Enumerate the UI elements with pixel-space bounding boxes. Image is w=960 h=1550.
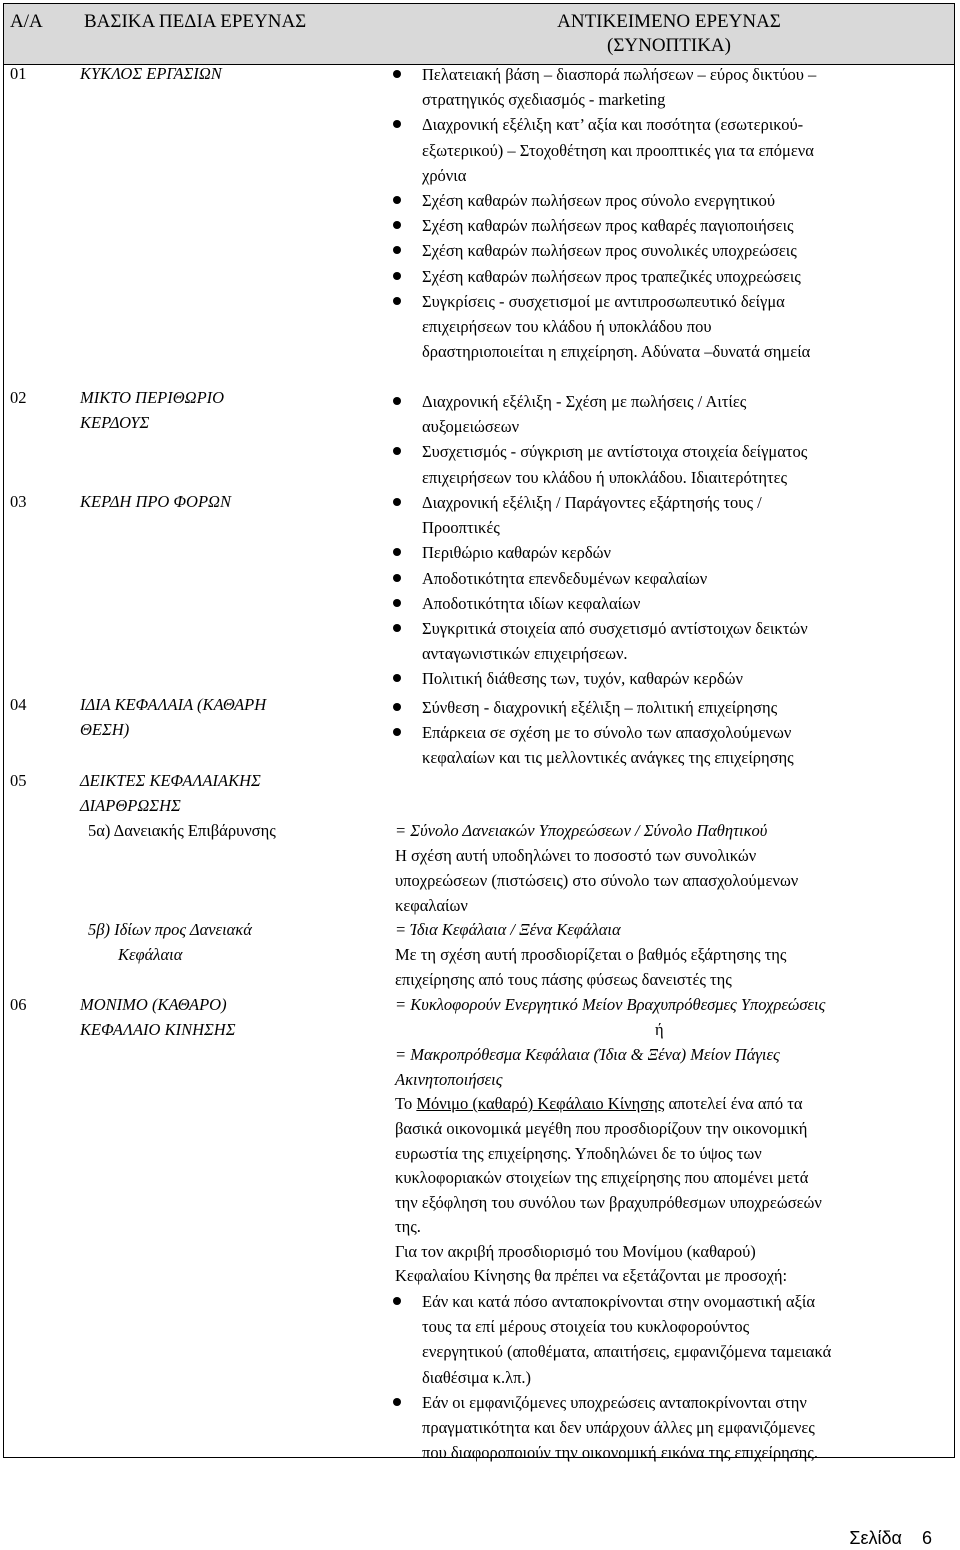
list-item-line: Σύνθεση - διαχρονική εξέλιξη – πολιτική επιχείρησης [422, 698, 778, 717]
list-item-line: πραγματικότητα και δεν υπάρχουν άλλες μη εμφανιζόμενες [422, 1418, 815, 1438]
row-05-title-line2: ΔΙΑΡΘΡΩΣΗΣ [80, 796, 181, 815]
row-06-formula-1: = Κυκλοφορούν Ενεργητικό Μείον Βραχυπρόθεσμες Υποχρεώσεις [395, 995, 826, 1014]
list-item [390, 490, 808, 540]
row-06-para1-link: Μόνιμο (καθαρό) Κεφάλαιο Κίνησης [416, 1094, 665, 1113]
row-04-list [390, 695, 794, 771]
list-item-line: Εάν και κατά πόσο ανταποκρίνονται στην ονομαστική αξία [422, 1292, 816, 1311]
list-item [390, 389, 807, 439]
header-subject [384, 4, 954, 64]
list-item [390, 188, 816, 213]
list-item-line: Συσχετισμός - σύγκριση με αντίστοιχα στοιχεία δείγματος [422, 442, 808, 462]
row-04-title-line2: ΘΕΣΗ) [80, 720, 130, 739]
row-06-formula-2-line1: = Μακροπρόθεσμα Κεφάλαια (Ίδια & Ξένα) Μείον Πάγιες [395, 1045, 780, 1064]
list-item-line: Επάρκεια σε σχέση με το σύνολο των απασχολούμενων [422, 723, 792, 743]
row-06-para2-line1: Για τον ακριβή προσδιορισμό του Μονίμου (καθαρού) [395, 1242, 756, 1261]
list-item-line: τους τα επί μέρους στοιχεία του κυκλοφορούντος [422, 1317, 750, 1337]
list-item-line: Διαχρονική εξέλιξη / Παράγοντες εξάρτησής τους / [422, 493, 762, 512]
list-item [390, 591, 808, 616]
list-item [390, 439, 807, 489]
row-01-title: ΚΥΚΛΟΣ ΕΡΓΑΣΙΩΝ [80, 64, 222, 83]
row-06-para2-line2: Κεφαλαίου Κίνησης θα πρέπει να εξετάζονται με προσοχή: [395, 1266, 788, 1285]
list-item-line: Συγκρίσεις - συσχετισμοί με αντιπροσωπευτικό δείγμα [422, 291, 785, 311]
list-item-line: Αποδοτικότητα ιδίων κεφαλαίων [422, 593, 641, 613]
row-05b-label-line1: 5β) Ιδίων προς Δανειακά [88, 920, 252, 939]
list-item-line: στρατηγικός σχεδιασμός - marketing [422, 90, 666, 110]
row-05a-text-1: Η σχέση αυτή υποδηλώνει το ποσοστό των συνολικών [395, 846, 757, 865]
list-item-line: Αποδοτικότητα επενδεδυμένων κεφαλαίων [422, 568, 708, 588]
row-06-title-line1: ΜΟΝΙΜΟ (ΚΑΘΑΡΟ) [80, 995, 227, 1014]
row-06-para1-line5: την εξόφληση του συνόλου των βραχυπρόθεσμων υποχρεώσεών [395, 1193, 822, 1212]
list-item-line: Σχέση καθαρών πωλήσεων προς συνολικές υποχρεώσεις [422, 241, 797, 261]
row-02-number: 02 [10, 388, 27, 407]
header-fields: ΒΑΣΙΚΑ ΠΕΔΙΑ ΕΡΕΥΝΑΣ [84, 11, 307, 32]
row-05b-text-2: επιχείρησης από τους πάσης φύσεως δανειστές της [395, 970, 732, 989]
list-item-line: επιχειρήσεων του κλάδου ή υποκλάδου. Ιδιαιτερότητες [422, 467, 788, 487]
row-05a-label: 5α) Δανειακής Επιβάρυνσης [88, 821, 276, 840]
list-item-line: επιχειρήσεων του κλάδου ή υποκλάδου που [422, 317, 712, 337]
list-item-line: Σχέση καθαρών πωλήσεων προς καθαρές παγιοποιήσεις [422, 216, 794, 236]
footer-label: Σελίδα [849, 1528, 902, 1548]
row-06-list [390, 1289, 831, 1465]
list-item-line: Σχέση καθαρών πωλήσεων προς τραπεζικές υποχρεώσεις [422, 266, 801, 286]
list-item-line: ενεργητικού (αποθέματα, απαιτήσεις, εμφανιζόμενα ταμειακά [422, 1342, 832, 1362]
header-aa: Α/Α [10, 11, 43, 32]
list-item [390, 213, 816, 238]
list-item-line: Προοπτικές [422, 518, 500, 538]
row-05a-text-3: κεφαλαίων [395, 896, 468, 915]
list-item [390, 1289, 831, 1390]
list-item [390, 238, 816, 263]
list-item-line: δραστηριοποιείται η επιχείρηση. Αδύνατα –δυνατά σημεία [422, 342, 811, 362]
list-item [390, 540, 808, 565]
row-06-para1-first-line [395, 1092, 803, 1117]
row-06-or: ή [655, 1020, 664, 1039]
list-item [390, 112, 816, 188]
row-06-para1-line6: της. [395, 1217, 421, 1236]
row-05b-formula: = Ίδια Κεφάλαια / Ξένα Κεφάλαια [395, 920, 621, 939]
row-05a-text-2: υποχρεώσεων (πιστώσεις) στο σύνολο των απασχολούμενων [395, 871, 799, 890]
list-item [390, 264, 816, 289]
row-04-number: 04 [10, 695, 27, 714]
list-item-line: Περιθώριο καθαρών κερδών [422, 543, 611, 563]
row-06-title-line2: ΚΕΦΑΛΑΙΟ ΚΙΝΗΣΗΣ [80, 1020, 236, 1039]
list-item-line: ανταγωνιστικών επιχειρήσεων. [422, 644, 628, 664]
row-05-number: 05 [10, 771, 27, 790]
row-01-list [390, 62, 816, 364]
list-item [390, 62, 816, 112]
page-footer [849, 1528, 932, 1549]
list-item [390, 720, 794, 770]
row-01-number: 01 [10, 64, 27, 83]
list-item-line: χρόνια [422, 165, 467, 185]
list-item [390, 616, 808, 666]
header-subject-line2: (ΣΥΝΟΠΤΙΚΑ) [607, 35, 731, 56]
footer-page-number: 6 [921, 1528, 932, 1548]
list-item [390, 289, 816, 365]
list-item [390, 1390, 831, 1466]
list-item-line: κεφαλαίων και τις μελλοντικές ανάγκες της επιχείρησης [422, 748, 794, 768]
list-item-line: διαθέσιμα κ.λπ.) [422, 1367, 532, 1387]
row-02-title-line2: ΚΕΡΔΟΥΣ [80, 413, 150, 432]
row-06-number: 06 [10, 995, 27, 1014]
list-item-line: Διαχρονική εξέλιξη κατ’ αξία και ποσότητα (εσωτερικού- [422, 115, 804, 135]
row-03-number: 03 [10, 492, 27, 511]
row-06-para1-line4: κυκλοφοριακών στοιχείων της επιχείρησης που απομένει μετά [395, 1168, 809, 1187]
list-item-line: αυξομειώσεων [422, 417, 520, 437]
row-03-list [390, 490, 808, 692]
list-item-line: Εάν οι εμφανιζόμενες υποχρεώσεις ανταποκρίνονται στην [422, 1392, 807, 1412]
row-05b-label-line2: Κεφάλαια [118, 945, 183, 964]
list-item-line: Σχέση καθαρών πωλήσεων προς σύνολο ενεργητικού [422, 191, 776, 211]
row-06-para1-prefix: Το [395, 1094, 417, 1113]
list-item-line: Πελατειακή βάση – διασπορά πωλήσεων – εύρος δικτύου – [422, 65, 817, 84]
row-06-para1-line3: ευρωστία της επιχείρησης. Υποδηλώνει δε το ύψος των [395, 1144, 762, 1163]
list-item [390, 695, 794, 720]
list-item-line: Διαχρονική εξέλιξη - Σχέση με πωλήσεις / Αιτίες [422, 392, 747, 411]
row-06-formula-2-line2: Ακινητοποιήσεις [395, 1070, 503, 1089]
row-06-para1-line2: βασικά οικονομικά μεγέθη που προσδιορίζουν την οικονομική [395, 1119, 808, 1138]
table-header [4, 4, 954, 65]
row-06-para1-suffix: αποτελεί ένα από τα [664, 1094, 803, 1113]
list-item-line: Συγκριτικά στοιχεία από συσχετισμό αντίστοιχων δεικτών [422, 619, 808, 639]
row-05b-text-1: Με τη σχέση αυτή προσδιορίζεται ο βαθμός εξάρτησης της [395, 945, 787, 964]
row-05a-formula: = Σύνολο Δανειακών Υποχρεώσεων / Σύνολο Παθητικού [395, 821, 768, 840]
list-item-line: εξωτερικού) – Στοχοθέτηση και προοπτικές για τα επόμενα [422, 140, 814, 160]
row-02-list [390, 389, 807, 490]
row-04-title-line1: ΙΔΙΑ ΚΕΦΑΛΑΙΑ (ΚΑΘΑΡΗ [80, 695, 267, 714]
list-item [390, 666, 808, 691]
header-subject-line1: ΑΝΤΙΚΕΙΜΕΝΟ ΕΡΕΥΝΑΣ [557, 11, 781, 32]
row-05-title-line1: ΔΕΙΚΤΕΣ ΚΕΦΑΛΑΙΑΚΗΣ [80, 771, 261, 790]
list-item-line: Πολιτική διάθεσης των, τυχόν, καθαρών κερδών [422, 669, 743, 689]
list-item [390, 566, 808, 591]
list-item-line: που διαφοροποιούν την οικονομική εικόνα της επιχείρησης. [422, 1443, 818, 1463]
row-02-title-line1: ΜΙΚΤΟ ΠΕΡΙΘΩΡΙΟ [80, 388, 225, 407]
row-03-title: ΚΕΡΔΗ ΠΡΟ ΦΟΡΩΝ [80, 492, 231, 511]
